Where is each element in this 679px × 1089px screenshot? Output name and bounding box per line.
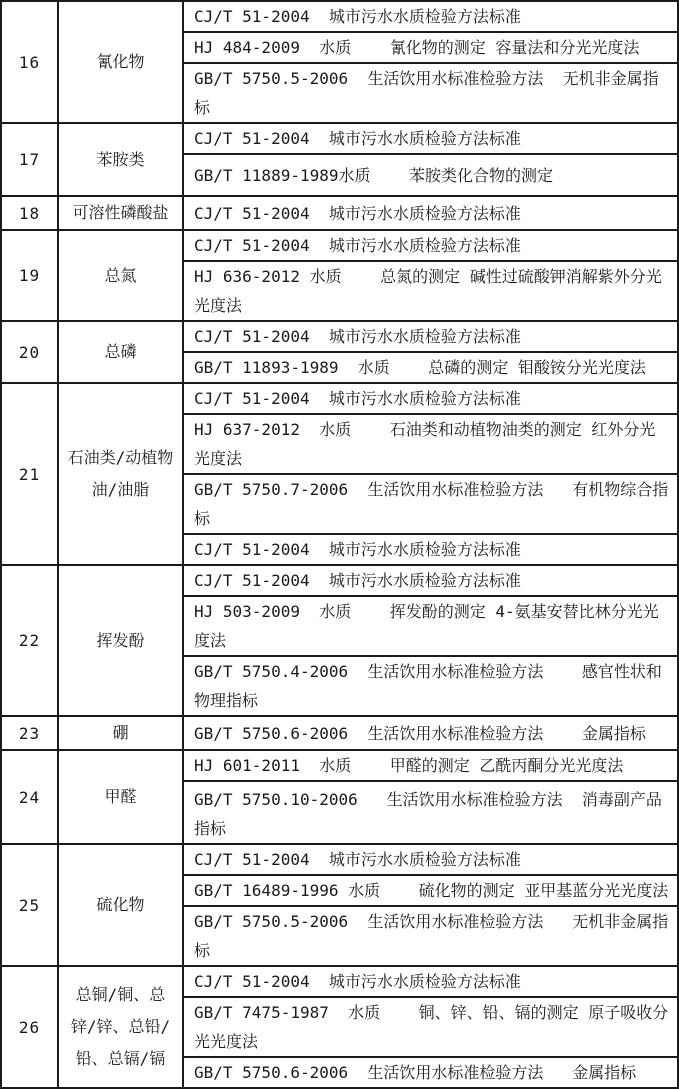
standard-cell: GB/T 5750.5-2006 生活饮用水标准检验方法 无机非金属指标: [183, 906, 678, 966]
parameter-name-cell: 总铜/铜、总锌/锌、总铅/铅、总镉/镉: [58, 966, 183, 1088]
row-number-cell: 24: [1, 750, 58, 844]
standard-cell: CJ/T 51-2004 城市污水水质检验方法标准: [183, 966, 678, 997]
parameter-name-cell: 硫化物: [58, 844, 183, 966]
parameter-name-cell: 总磷: [58, 321, 183, 383]
standard-cell: GB/T 5750.6-2006 生活饮用水标准检验方法 金属指标: [183, 716, 678, 750]
standard-cell: CJ/T 51-2004 城市污水水质检验方法标准: [183, 123, 678, 154]
table-row: [1, 966, 678, 997]
parameter-name-cell: 总氮: [58, 230, 183, 321]
standard-cell: HJ 601-2011 水质 甲醛的测定 乙酰丙酮分光光度法: [183, 750, 678, 781]
row-number-cell: 16: [1, 1, 58, 123]
table-row: [1, 1, 678, 32]
parameter-name-cell: 苯胺类: [58, 123, 183, 196]
table-row: [1, 230, 678, 261]
standard-cell: HJ 484-2009 水质 氰化物的测定 容量法和分光光度法: [183, 32, 678, 63]
row-number-cell: 25: [1, 844, 58, 966]
standard-cell: GB/T 5750.6-2006 生活饮用水标准检验方法 金属指标: [183, 1057, 678, 1088]
standard-cell: GB/T 5750.10-2006 生活饮用水标准检验方法 消毒副产品指标: [183, 781, 678, 844]
row-number-cell: 26: [1, 966, 58, 1088]
row-number-cell: 21: [1, 383, 58, 565]
standard-cell: CJ/T 51-2004 城市污水水质检验方法标准: [183, 383, 678, 414]
parameter-name-cell: 氰化物: [58, 1, 183, 123]
standard-cell: CJ/T 51-2004 城市污水水质检验方法标准: [183, 844, 678, 875]
standard-cell: GB/T 11893-1989 水质 总磷的测定 钼酸铵分光光度法: [183, 352, 678, 383]
table-row: [1, 321, 678, 352]
parameter-name-cell: 甲醛: [58, 750, 183, 844]
row-number-cell: 17: [1, 123, 58, 196]
row-number-cell: 19: [1, 230, 58, 321]
standard-cell: GB/T 5750.5-2006 生活饮用水标准检验方法 无机非金属指标: [183, 63, 678, 123]
standard-cell: HJ 637-2012 水质 石油类和动植物油类的测定 红外分光光度法: [183, 414, 678, 474]
parameter-name-cell: 硼: [58, 716, 183, 750]
standard-cell: GB/T 16489-1996 水质 硫化物的测定 亚甲基蓝分光光度法: [183, 875, 678, 906]
table-row: [1, 383, 678, 414]
standard-cell: GB/T 5750.7-2006 生活饮用水标准检验方法 有机物综合指标: [183, 474, 678, 534]
standard-cell: CJ/T 51-2004 城市污水水质检验方法标准: [183, 1, 678, 32]
row-number-cell: 20: [1, 321, 58, 383]
standard-cell: CJ/T 51-2004 城市污水水质检验方法标准: [183, 230, 678, 261]
standard-cell: GB/T 5750.4-2006 生活饮用水标准检验方法 感官性状和物理指标: [183, 656, 678, 716]
table-row: [1, 716, 678, 750]
standard-cell: CJ/T 51-2004 城市污水水质检验方法标准: [183, 321, 678, 352]
standard-cell: GB/T 11889-1989水质 苯胺类化合物的测定: [183, 154, 678, 196]
row-number-cell: 23: [1, 716, 58, 750]
standard-cell: CJ/T 51-2004 城市污水水质检验方法标准: [183, 534, 678, 565]
standard-cell: CJ/T 51-2004 城市污水水质检验方法标准: [183, 565, 678, 596]
standard-cell: GB/T 7475-1987 水质 铜、锌、铅、镉的测定 原子吸收分光光度法: [183, 997, 678, 1057]
table-row: [1, 565, 678, 596]
parameter-name-cell: 挥发酚: [58, 565, 183, 716]
row-number-cell: 22: [1, 565, 58, 716]
parameter-name-cell: 石油类/动植物油/油脂: [58, 383, 183, 565]
standard-cell: HJ 503-2009 水质 挥发酚的测定 4-氨基安替比林分光光度法: [183, 596, 678, 656]
table-row: [1, 844, 678, 875]
table-row: [1, 750, 678, 781]
standard-cell: CJ/T 51-2004 城市污水水质检验方法标准: [183, 196, 678, 230]
parameter-name-cell: 可溶性磷酸盐: [58, 196, 183, 230]
table-row: [1, 123, 678, 154]
table-row: [1, 196, 678, 230]
standard-cell: HJ 636-2012 水质 总氮的测定 碱性过硫酸钾消解紫外分光光度法: [183, 261, 678, 321]
row-number-cell: 18: [1, 196, 58, 230]
